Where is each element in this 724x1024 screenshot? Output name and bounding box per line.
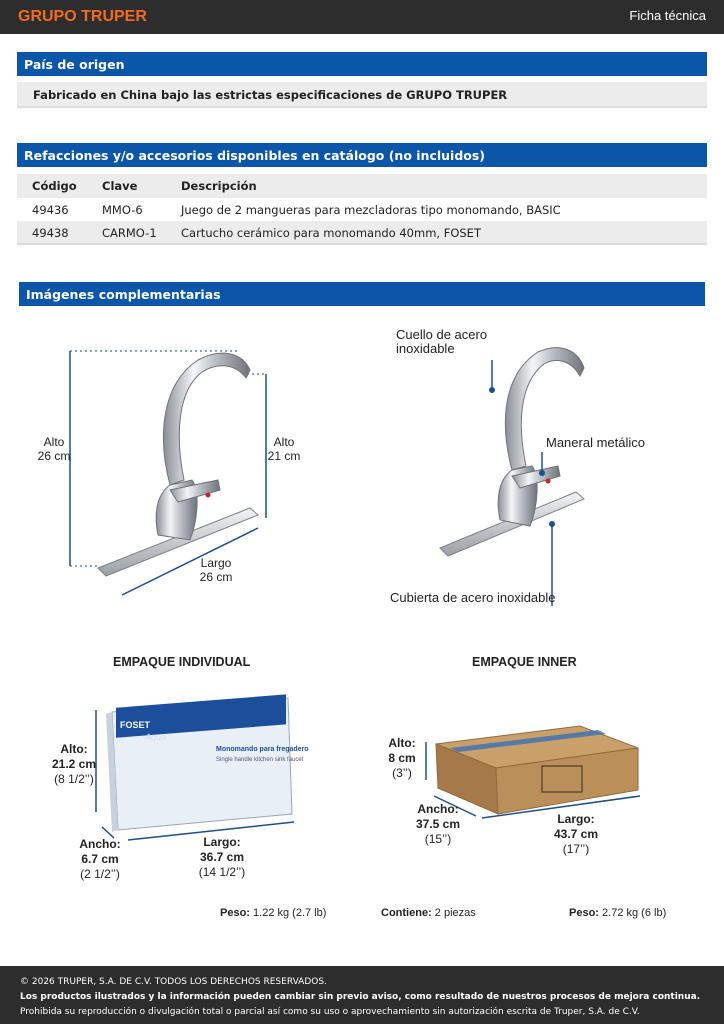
cell-code: 49438 bbox=[32, 226, 69, 240]
cell-description: Cartucho cerámico para monomando 40mm, FOSET bbox=[181, 226, 481, 240]
ind-alto-inches: (8 1/2’’) bbox=[54, 772, 94, 786]
ind-alto-label: Alto: bbox=[60, 742, 88, 756]
top-bar bbox=[0, 0, 724, 34]
footer-copyright: © 2026 TRUPER, S.A. DE C.V. TODOS LOS DERECHOS RESERVADOS. bbox=[20, 977, 327, 987]
cell-code: 49436 bbox=[32, 203, 69, 217]
feature-handle-label: Maneral metálico bbox=[546, 435, 645, 450]
box-line: Aqua bbox=[145, 732, 167, 742]
parts-section-header: Refacciones y/o accesorios disponibles en catálogo (no incluidos) bbox=[17, 143, 707, 167]
ind-largo-value: 36.7 cm bbox=[199, 850, 245, 864]
individual-weight-value: 1.22 kg (2.7 lb) bbox=[253, 907, 327, 919]
doc-type-label: Ficha técnica bbox=[629, 8, 706, 23]
box-title: Monomando para fregadero bbox=[216, 746, 309, 753]
dim-alto2-label: Alto bbox=[273, 435, 295, 449]
origin-text: Fabricado en China bajo las estrictas especificaciones de GRUPO TRUPER bbox=[33, 88, 508, 102]
table-header-row bbox=[17, 174, 707, 198]
ind-largo-label: Largo: bbox=[203, 835, 241, 849]
inner-contents-label: Contiene: bbox=[381, 907, 432, 919]
images-section-header: Imágenes complementarias bbox=[19, 282, 705, 306]
column-header-code: Código bbox=[32, 179, 77, 193]
box-brand: FOSET bbox=[120, 720, 151, 730]
dim-alto2-value: 21 cm bbox=[267, 449, 301, 463]
column-header-description: Descripción bbox=[181, 179, 257, 193]
inner-largo-label: Largo: bbox=[557, 812, 595, 826]
ind-alto-value: 21.2 cm bbox=[51, 757, 97, 771]
inner-ancho-inches: (15’’) bbox=[424, 832, 452, 846]
cell-key: MMO-6 bbox=[102, 203, 143, 217]
inner-package-title: EMPAQUE INNER bbox=[472, 655, 577, 669]
individual-package-title: EMPAQUE INDIVIDUAL bbox=[113, 655, 251, 669]
divider bbox=[17, 243, 707, 245]
cell-description: Juego de 2 mangueras para mezcladoras tipo monomando, BASIC bbox=[181, 203, 561, 217]
parts-table bbox=[17, 174, 707, 244]
inner-contents bbox=[381, 907, 476, 919]
table-row bbox=[17, 221, 707, 244]
individual-box-image bbox=[88, 692, 298, 852]
dim-alto-value: 26 cm bbox=[37, 449, 71, 463]
ind-ancho-value: 6.7 cm bbox=[81, 852, 119, 866]
inner-weight-value: 2.72 kg (6 lb) bbox=[602, 907, 667, 919]
inner-contents-value: 2 piezas bbox=[434, 907, 476, 919]
column-header-key: Clave bbox=[102, 179, 138, 193]
faucet-dimensions-image bbox=[30, 330, 330, 610]
ind-ancho-inches: (2 1/2’’) bbox=[80, 867, 120, 881]
inner-alto-inches: (3’’) bbox=[392, 766, 412, 780]
individual-weight-label: Peso: bbox=[220, 907, 250, 919]
inner-alto-value: 8 cm bbox=[388, 751, 416, 765]
dim-largo-value: 26 cm bbox=[199, 570, 233, 584]
dim-alto-label: Alto bbox=[43, 435, 65, 449]
table-row bbox=[17, 198, 707, 221]
ind-ancho-label: Ancho: bbox=[79, 837, 121, 851]
ind-largo-inches: (14 1/2’’) bbox=[198, 865, 246, 879]
divider bbox=[17, 106, 707, 108]
feature-cover-label: Cubierta de acero inoxidable bbox=[390, 590, 556, 605]
origin-section-header: País de origen bbox=[17, 52, 707, 76]
inner-alto-label: Alto: bbox=[388, 736, 416, 750]
footer-prohibition: Prohibida su reproducción o divulgación total o parcial así como su uso o aprovechamiento sin autorización escrita de Truper, S.A. de C.V. bbox=[20, 1007, 640, 1017]
inner-ancho-label: Ancho: bbox=[417, 802, 459, 816]
brand-logo: GRUPO TRUPER bbox=[18, 8, 147, 25]
footer bbox=[0, 966, 724, 1024]
inner-largo-value: 43.7 cm bbox=[553, 827, 599, 841]
inner-weight bbox=[569, 907, 666, 919]
feature-neck-label: Cuello de acero inoxidable bbox=[396, 327, 488, 356]
inner-largo-inches: (17’’) bbox=[562, 842, 590, 856]
cell-key: CARMO-1 bbox=[102, 226, 157, 240]
individual-weight bbox=[220, 907, 326, 919]
inner-ancho-value: 37.5 cm bbox=[415, 817, 461, 831]
inner-weight-label: Peso: bbox=[569, 907, 599, 919]
footer-notice: Los productos ilustrados y la información pueden cambiar sin previo aviso, como resultado de nuestros procesos de mejora continua. bbox=[20, 992, 701, 1002]
box-subtitle: Single handle kitchen sink faucet bbox=[216, 757, 304, 763]
faucet-features-image bbox=[400, 330, 700, 610]
dim-largo-label: Largo bbox=[200, 556, 232, 570]
